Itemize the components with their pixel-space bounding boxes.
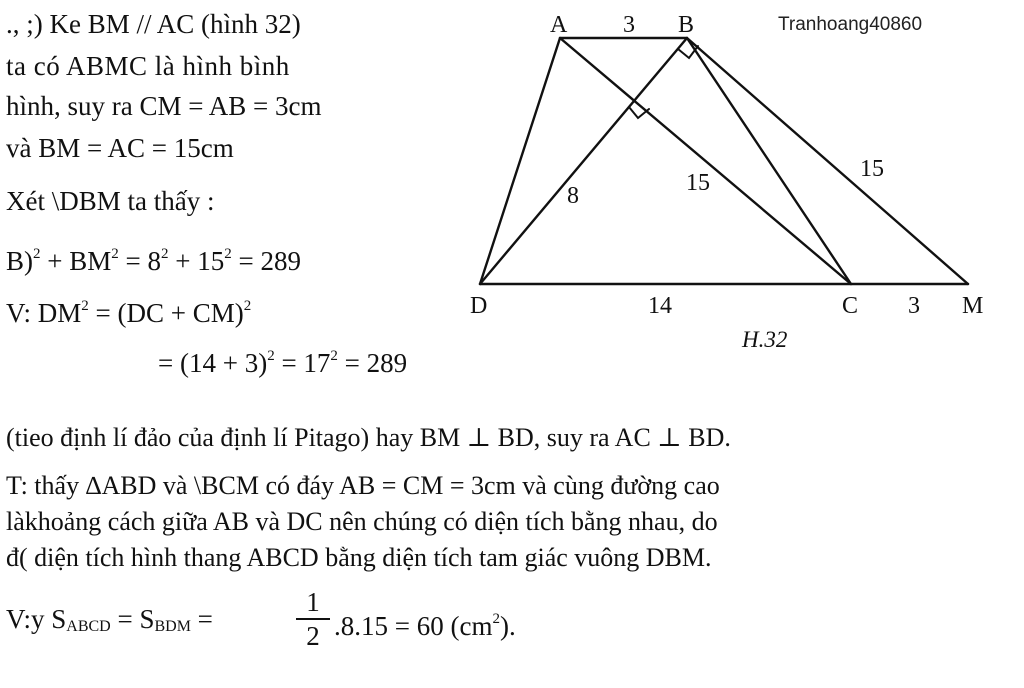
segment-bd <box>480 38 687 284</box>
length-ab-label: 3 <box>623 12 635 38</box>
superscript: 2 <box>160 246 169 262</box>
text: = (14 + 3) <box>158 348 268 378</box>
line-5: Xét \DBM ta thấy : <box>6 186 215 216</box>
text: + BM <box>40 246 112 276</box>
length-bm-label: 15 <box>860 156 884 182</box>
line-9: (tieo định lí đảo của định lí Pitago) hay BM ⊥ BD, suy ra AC ⊥ BD. <box>6 423 731 452</box>
length-ac-label: 15 <box>686 170 710 196</box>
figure-caption: H.32 <box>742 327 788 352</box>
text: + 15 <box>168 246 225 276</box>
text: = (DC + CM) <box>88 298 244 328</box>
text: V: DM <box>6 298 82 328</box>
superscript: 2 <box>33 246 41 262</box>
fraction-denominator: 2 <box>306 621 320 651</box>
segment-ad <box>480 38 560 284</box>
length-dc-label: 14 <box>648 293 672 319</box>
superscript: 2 <box>267 348 275 364</box>
superscript: 2 <box>492 611 500 627</box>
text: B) <box>6 246 33 276</box>
point-d-label: D <box>470 293 488 319</box>
text: V:y S <box>6 604 67 634</box>
text: = 17 <box>274 348 331 378</box>
fraction-numerator: 1 <box>306 587 320 617</box>
subscript: ABCD <box>66 618 111 635</box>
superscript: 2 <box>81 298 89 314</box>
line-3: hình, suy ra CM = AB = 3cm <box>6 91 322 121</box>
line-2: ta có ABMC là hình bình <box>6 51 290 81</box>
point-b-label: B <box>678 12 695 38</box>
line-4: và BM = AC = 15cm <box>6 133 234 163</box>
point-m-label: M <box>962 293 984 319</box>
line-12: đ( diện tích hình thang ABCD bằng diện tích tam giác vuông DBM. <box>6 543 712 572</box>
point-a-label: A <box>550 12 568 38</box>
text: .8.15 = 60 (cm <box>334 611 493 641</box>
superscript: 2 <box>330 348 338 364</box>
right-angle-mark-intersection <box>629 107 649 118</box>
watermark: Tranhoang40860 <box>778 14 923 35</box>
superscript: 2 <box>243 298 252 314</box>
line-10: T: thấy ∆ABD và \BCM có đáy AB = CM = 3cm và cùng đường cao <box>6 471 720 500</box>
line-1: ., ;) Ke BM // AC (hình 32) <box>6 9 301 39</box>
line-11: làkhoảng cách giữa AB và DC nên chúng có diện tích bằng nhau, do <box>6 507 718 536</box>
text: = 8 <box>118 246 161 276</box>
text: = <box>190 604 213 634</box>
point-c-label: C <box>842 293 859 319</box>
text: ). <box>499 611 516 641</box>
superscript: 2 <box>224 246 232 262</box>
text: = 289 <box>231 246 301 276</box>
text: = S <box>110 604 155 634</box>
length-cm-label: 3 <box>908 293 920 319</box>
subscript: BDM <box>154 618 191 635</box>
superscript: 2 <box>111 246 119 262</box>
segment-ac <box>560 38 851 284</box>
text: = 289 <box>337 348 408 378</box>
length-bd-label: 8 <box>567 183 579 209</box>
